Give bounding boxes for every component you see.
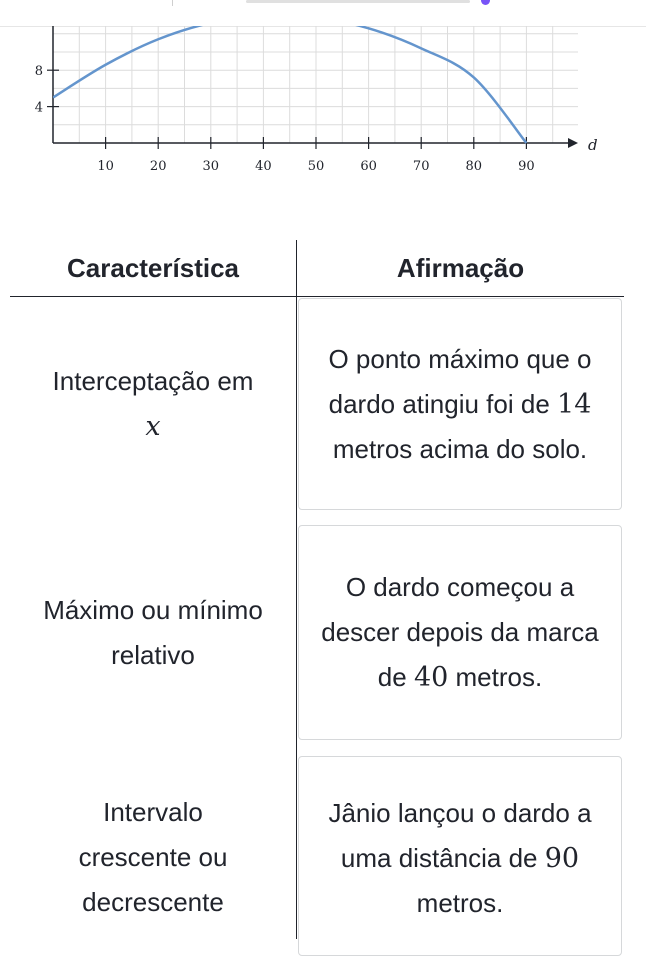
x-axis-arrow-icon (568, 138, 578, 148)
statement-text: O ponto máximo que o dardo atingiu foi de 14 metros acima do solo. (328, 343, 592, 464)
y-tick-labels (35, 64, 43, 115)
table-header (10, 240, 624, 297)
row-label-relative-extremum (10, 525, 296, 740)
column-divider (296, 240, 297, 939)
y-tick-label: 8 (34, 64, 43, 80)
axes (47, 26, 578, 149)
line-graph (0, 0, 646, 200)
y-tick-label: 4 (34, 100, 43, 116)
x-tick-labels (97, 159, 534, 174)
draggable-statement-card[interactable] (298, 525, 622, 740)
x-tick-label: 30 (202, 159, 220, 174)
row-label-increasing-decreasing (10, 756, 296, 939)
row-label-text: Interceptação em (52, 366, 254, 396)
header-statement: Afirmação (396, 252, 525, 283)
statement-text: Jânio lançou o dardo a uma distância de 90 metros. (328, 798, 592, 918)
grid-lines (53, 26, 578, 143)
draggable-statement-card[interactable] (298, 756, 622, 956)
row-label-text: Intervalo crescente ou decrescente (78, 797, 228, 917)
x-tick-label: 60 (360, 159, 377, 174)
x-tick-label: 40 (255, 159, 272, 174)
x-tick-label: 10 (97, 159, 114, 174)
row-label-x-intercept (10, 298, 296, 510)
x-tick-label: 80 (465, 159, 483, 174)
draggable-statement-card[interactable] (298, 298, 622, 510)
x-axis-label: d (588, 136, 598, 154)
x-tick-label: 70 (412, 159, 430, 174)
x-tick-label: 20 (149, 159, 167, 174)
header-feature: Característica (67, 252, 239, 283)
statement-text: O dardo começou a descer depois da marca de 40 metros. (321, 572, 599, 693)
math-variable-x: x (145, 411, 161, 442)
row-label-text: Máximo ou mínimo relativo (43, 594, 263, 670)
x-tick-label: 90 (518, 159, 535, 174)
x-tick-label: 50 (307, 159, 325, 174)
